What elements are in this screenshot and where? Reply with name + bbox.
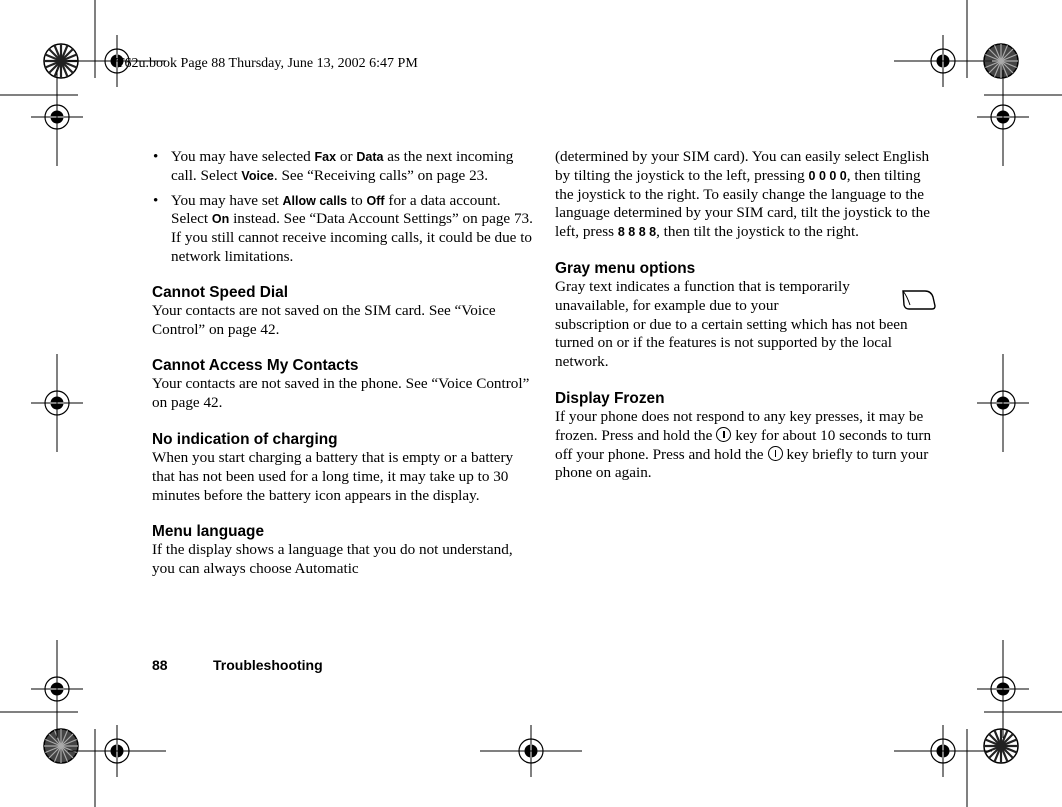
right-column bbox=[555, 148, 940, 483]
section-heading: Display Frozen bbox=[555, 389, 665, 407]
menu-term: Allow calls bbox=[282, 193, 348, 208]
note-icon bbox=[901, 287, 937, 313]
section-heading: No indication of charging bbox=[152, 430, 338, 448]
power-key-icon bbox=[716, 427, 731, 442]
key-sequence: 0 0 0 0 bbox=[808, 168, 847, 183]
section-body: When you start charging a battery that is empty or a battery that has not been used for a long time, it may take up to 30 minutes before the battery icon appears in the display. bbox=[152, 448, 514, 504]
section-body: If the display shows a language that you do not understand, you can always choose Automatic bbox=[152, 541, 513, 578]
section-body: Gray text indicates a function that is temporarily unavailable, for example due to your subscription or due to a certain setting which has not been turned on or if the features is not supported by the local network. bbox=[555, 277, 908, 371]
section-body: If your phone does not respond to any key presses, it may be frozen. Press and hold the key for about 10 seconds to turn off your phone. Press and hold the key briefly to turn your phone on again. bbox=[555, 407, 932, 482]
section-charging bbox=[152, 431, 537, 505]
section-heading: Cannot Speed Dial bbox=[152, 283, 288, 301]
menu-term: On bbox=[211, 212, 230, 227]
menu-term: Voice bbox=[241, 168, 274, 183]
power-key-icon bbox=[768, 446, 783, 461]
section-menu-language bbox=[152, 523, 537, 579]
menu-term: Off bbox=[366, 193, 385, 208]
section-heading: Menu language bbox=[152, 523, 265, 541]
bullet-list bbox=[152, 148, 537, 267]
section-heading: Cannot Access My Contacts bbox=[152, 357, 359, 375]
section-gray-menu bbox=[555, 260, 940, 372]
menu-term: Fax bbox=[314, 150, 337, 164]
key-sequence: 8 8 8 8 bbox=[617, 225, 657, 240]
list-item: • You may have selected Fax or Data as the next incoming call. Select Voice. See “Receiving calls” on page 23. bbox=[152, 148, 537, 186]
page-number: 88 bbox=[152, 657, 168, 673]
section-body: Your contacts are not saved on the SIM card. See “Voice Control” on page 42. bbox=[152, 301, 496, 338]
left-column bbox=[152, 148, 537, 579]
section-body: Your contacts are not saved in the phone. See “Voice Control” on page 42. bbox=[152, 375, 530, 412]
menu-term: Data bbox=[356, 150, 384, 164]
section-title: Troubleshooting bbox=[213, 657, 323, 673]
section-speed-dial bbox=[152, 284, 537, 340]
continued-paragraph: (determined by your SIM card). You can easily select English by tilting the joystick to the left, pressing 0 0 0 0, then tilting the joystick to the right. To easily change the language to the language determined by your SIM card, tilt the joystick to the left, press 8 8 8 8, then tilt the joystick to the right. bbox=[555, 148, 930, 241]
list-item: • You may have set Allow calls to Off for a data account. Select On instead. See “Data Account Settings” on page 73. If you still cannot receive incoming calls, it could be due to network limitations. bbox=[152, 192, 537, 267]
section-heading: Gray menu options bbox=[555, 259, 696, 277]
section-access-contacts bbox=[152, 357, 537, 413]
print-header-stamp: T62u.book Page 88 Thursday, June 13, 2002 6:47 PM bbox=[116, 56, 418, 71]
section-display-frozen bbox=[555, 390, 940, 483]
